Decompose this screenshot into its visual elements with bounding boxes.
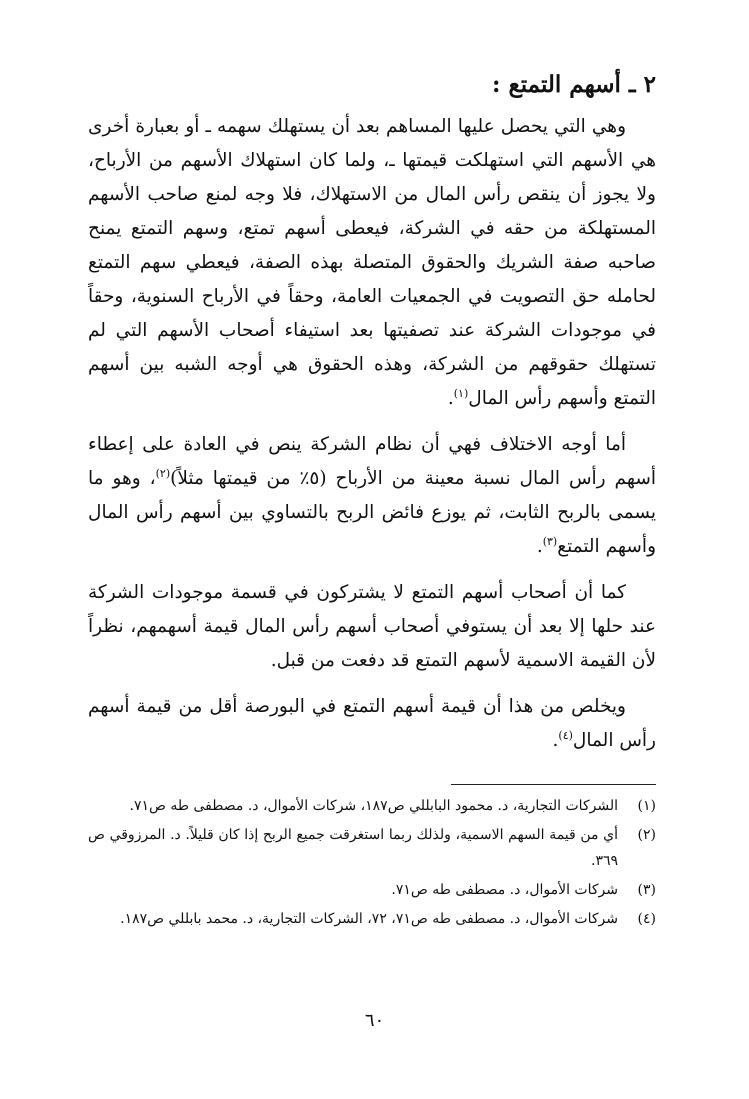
footnote-number: (٣) bbox=[637, 882, 656, 898]
paragraph-text: وهي التي يحصل عليها المساهم بعد أن يستهلك سهمه ـ أو بعبارة أخرى هي الأسهم التي استهلكت قيمتها ـ، ولما كان استهلاك الأسهم من الأرباح، ولا يجوز أن ينقص رأس المال من الاستهلاك، فلا وجه لمنع صاحب الأسهم المستهلكة من حقه في الشركة، فيعطى أسهم تمتع، وسهم التمتع يمنح صاحبه صفة الشريك والحقوق المتصلة بهذه الصفة، فيعطي سهم التمتع لحامله حق التصويت في الجمعيات العامة، وحقاً في الأرباح السنوية، وحقاً في موجودات الشركة عند تصفيتها بعد استيفاء أصحاب الأسهم التي لم تستهلك حقوقهم من الشركة، وهذه الحقوق هي أوجه الشبه بين أسهم التمتع وأسهم رأس المال bbox=[88, 116, 656, 409]
paragraph-3 bbox=[88, 576, 656, 678]
footnote-reference: (٤) bbox=[558, 728, 573, 742]
paragraph-4 bbox=[88, 690, 656, 758]
footnote-text: الشركات التجارية، د. محمود البابللي ص١٨٧، شركات الأموال، د. مصطفى طه ص٧١. bbox=[129, 798, 618, 814]
paragraph-tail: . bbox=[536, 536, 543, 557]
footnote-4 bbox=[88, 906, 656, 932]
footnote-reference: (٣) bbox=[542, 534, 558, 548]
footnote-1 bbox=[88, 793, 656, 819]
footnote-number: (٤) bbox=[637, 911, 656, 927]
footnote-2 bbox=[88, 822, 656, 874]
section-heading: ٢ ـ أسهم التمتع : bbox=[491, 71, 656, 98]
paragraph-tail: . bbox=[552, 730, 559, 751]
paragraph-text: كما أن أصحاب أسهم التمتع لا يشتركون في قسمة موجودات الشركة عند حلها إلا بعد أن يستوفي أصحاب أسهم رأس المال قيمة أسهمهم، نظراً لأن القيمة الاسمية لأسهم التمتع قد دفعت من قبل. bbox=[88, 582, 656, 671]
footnote-reference: (٢) bbox=[155, 466, 171, 480]
paragraph-2 bbox=[88, 428, 656, 564]
footnote-reference: (١) bbox=[453, 386, 469, 400]
page-body bbox=[88, 68, 656, 935]
footnote-number: (١) bbox=[637, 798, 656, 814]
paragraph-tail: . bbox=[447, 388, 454, 409]
page-number: ٦٠ bbox=[364, 1010, 385, 1031]
paragraph-1 bbox=[88, 110, 656, 416]
paragraph-text: ويخلص من هذا أن قيمة أسهم التمتع في البورصة أقل من قيمة أسهم رأس المال bbox=[88, 696, 656, 751]
paragraph-text-continued: ، وهو ما يسمى بالربح الثابت، ثم يوزع فائض الربح بالتساوي بين أسهم رأس المال وأسهم التمتع bbox=[88, 468, 656, 557]
footnote-number: (٢) bbox=[637, 827, 656, 843]
footnote-separator bbox=[451, 784, 656, 785]
paragraph-text: أما أوجه الاختلاف فهي أن نظام الشركة ينص في العادة على إعطاء أسهم رأس المال نسبة معينة من الأرباح (٥٪ من قيمتها مثلاً) bbox=[88, 434, 657, 489]
footnote-3 bbox=[88, 877, 656, 903]
footnote-text: أي من قيمة السهم الاسمية، ولذلك ربما استغرقت جميع الربح إذا كان قليلاً. د. المرزوقي ص ٣٦٩. bbox=[88, 827, 618, 869]
footnote-text: شركات الأموال، د. مصطفى طه ص٧١. bbox=[391, 882, 618, 898]
footnote-text: شركات الأموال، د. مصطفى طه ص٧١، ٧٢، الشركات التجارية، د. محمد بابللي ص١٨٧. bbox=[120, 911, 618, 927]
